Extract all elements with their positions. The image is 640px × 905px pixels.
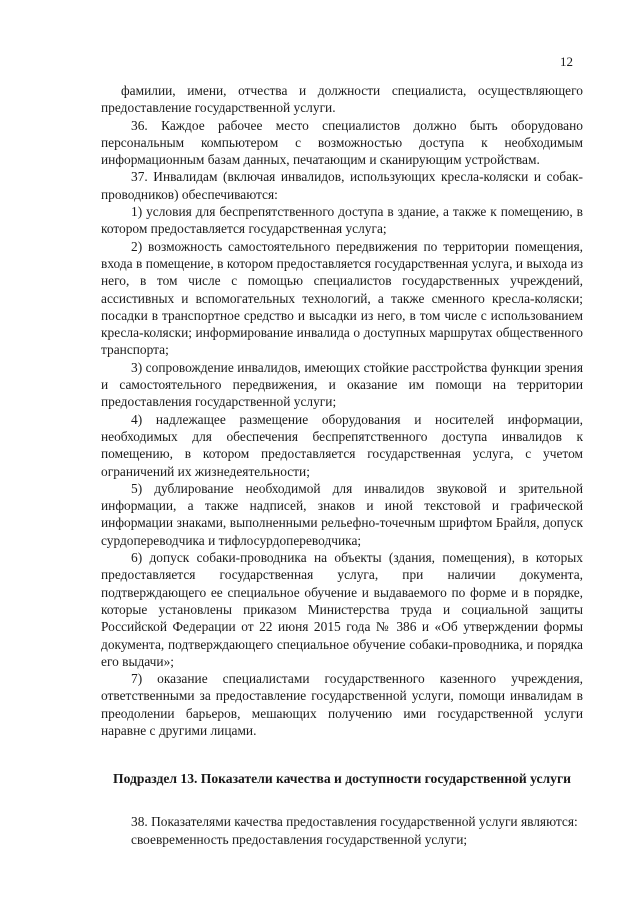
paragraph-37: 37. Инвалидам (включая инвалидов, использующих кресла-коляски и собак-проводников) обеспечиваются: <box>101 169 583 202</box>
subsection-heading: Подраздел 13. Показатели качества и доступности государственной услуги <box>113 771 571 787</box>
list-item-7: 7) оказание специалистами государственного казенного учреждения, ответственными за предоставление государственной услуги, помощи инвалидам в преодолении барьеров, мешающих получению ими государственной услуги наравне с другими лицами. <box>101 671 583 738</box>
list-item-2: 2) возможность самостоятельного передвижения по территории помещения, входа в помещение, в котором предоставляется государственная услуга, и выхода из него, в том числе с помощью специалистов государственных учреждений, ассистивных и вспомогательных технологий, а также сменного кресла-коляски; посадки в транспортное средство и высадки из него, в том числе с использованием кресла-коляски; информирование инвалида о доступных маршрутах общественного транспорта; <box>101 238 583 358</box>
paragraph-36: 36. Каждое рабочее место специалистов должно быть оборудовано персональным компьютером с возможностью доступа к необходимым информационным базам данных, печатающим и сканирующим устройствам. <box>101 117 583 168</box>
paragraph-38: 38. Показателями качества предоставления государственной услуги являются: <box>131 814 578 830</box>
paragraph-continuation: фамилии, имени, отчества и должности специалиста, осуществляющего предоставление государственной услуги. <box>101 83 583 116</box>
page-number: 12 <box>560 54 573 69</box>
list-item-3: 3) сопровождение инвалидов, имеющих стойкие расстройства функции зрения и самостоятельного передвижения, и оказание им помощи на территории предоставления государственной услуги; <box>101 359 583 410</box>
list-item-1: 1) условия для беспрепятственного доступа в здание, а также к помещению, в котором предоставляется государственная услуга; <box>101 204 583 237</box>
list-item-5: 5) дублирование необходимой для инвалидов звуковой и зрительной информации, а также надписей, знаков и иной текстовой и графической информации знаками, выполненными рельефно-точечным шрифтом Брайля, допуск сурдопереводчика и тифлосурдопереводчика; <box>101 480 583 548</box>
quality-indicator-item: своевременность предоставления государственной услуги; <box>131 831 468 847</box>
list-item-4: 4) надлежащее размещение оборудования и носителей информации, необходимых для обеспечения беспрепятственного доступа инвалидов к помещению, в котором предоставляется государственная услуга, с учетом ограничений их жизнедеятельности; <box>101 411 583 479</box>
list-item-6: 6) допуск собаки-проводника на объекты (здания, помещения), в которых предоставляется государственная услуга, при наличии документа, подтверждающего ее специальное обучение и выдаваемого по форме и в порядке, которые установлены приказом Министерства труда и социальной защиты Российской Федерации от 22 июня 2015 года № 386 и «Об утверждении формы документа, подтверждающего специальное обучение собаки-проводника, и порядка его выдачи»; <box>101 550 583 669</box>
document-body <box>101 82 583 848</box>
